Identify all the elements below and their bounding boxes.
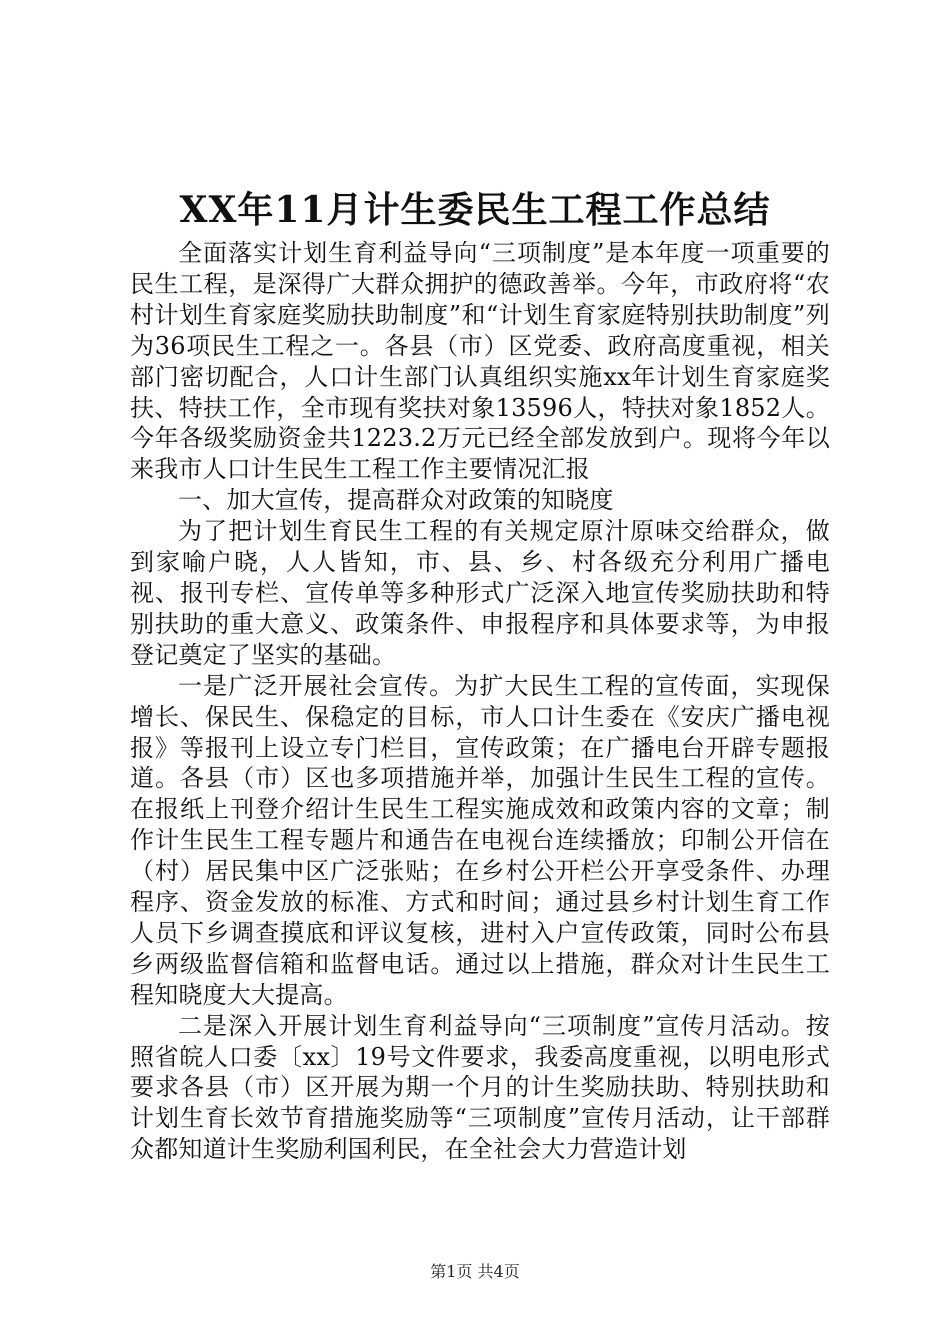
document-body	[130, 238, 830, 1165]
paragraph-section-1: 为了把计划生育民生工程的有关规定原汁原味交给群众，做到家喻户晓，人人皆知，市、县、乡、村各级充分利用广播电视、报刊专栏、宣传单等多种形式广泛深入地宣传奖励扶助和特别扶助的重大意义、政策条件、申报程序和具体要求等，为申报登记奠定了坚实的基础。	[130, 517, 830, 669]
paragraph-intro: 全面落实计划生育利益导向“三项制度”是本年度一项重要的民生工程，是深得广大群众拥护的德政善举。今年，市政府将“农村计划生育家庭奖励扶助制度”和“计划生育家庭特别扶助制度”列为36项民生工程之一。各县（市）区党委、政府高度重视，相关部门密切配合，人口计生部门认真组织实施xx年计划生育家庭奖扶、特扶工作，全市现有奖扶对象13596人，特扶对象1852人。今年各级奖励资金共1223.2万元已经全部发放到户。现将今年以来我市人口计生民生工程工作主要情况汇报	[130, 239, 830, 484]
document-title: XX年11月计生委民生工程工作总结	[179, 189, 771, 231]
page-footer: 第1页 共4页	[430, 1262, 520, 1281]
paragraph-point-1: 一是广泛开展社会宣传。为扩大民生工程的宣传面，实现保增长、保民生、保稳定的目标，市人口计生委在《安庆广播电视报》等报刊上设立专门栏目，宣传政策；在广播电台开辟专题报道。各县（市）区也多项措施并举，加强计生民生工程的宣传。在报纸上刊登介绍计生民生工程实施成效和政策内容的文章；制作计生民生工程专题片和通告在电视台连续播放；印制公开信在（村）居民集中区广泛张贴；在乡村公开栏公开享受条件、办理程序、资金发放的标准、方式和时间；通过县乡村计划生育工作人员下乡调查摸底和评议复核，进村入户宣传政策，同时公布县乡两级监督信箱和监督电话。通过以上措施，群众对计生民生工程知晓度大大提高。	[130, 671, 830, 1009]
section-heading-1: 一、加大宣传，提高群众对政策的知晓度	[178, 486, 614, 515]
paragraph-point-2: 二是深入开展计划生育利益导向“三项制度”宣传月活动。按照省皖人口委〔xx〕19号文件要求，我委高度重视，以明电形式要求各县（市）区开展为期一个月的计生奖励扶助、特别扶助和计划生育长效节育措施奖励等“三项制度”宣传月活动，让干部群众都知道计生奖励利国利民，在全社会大力营造计划	[130, 1011, 830, 1164]
